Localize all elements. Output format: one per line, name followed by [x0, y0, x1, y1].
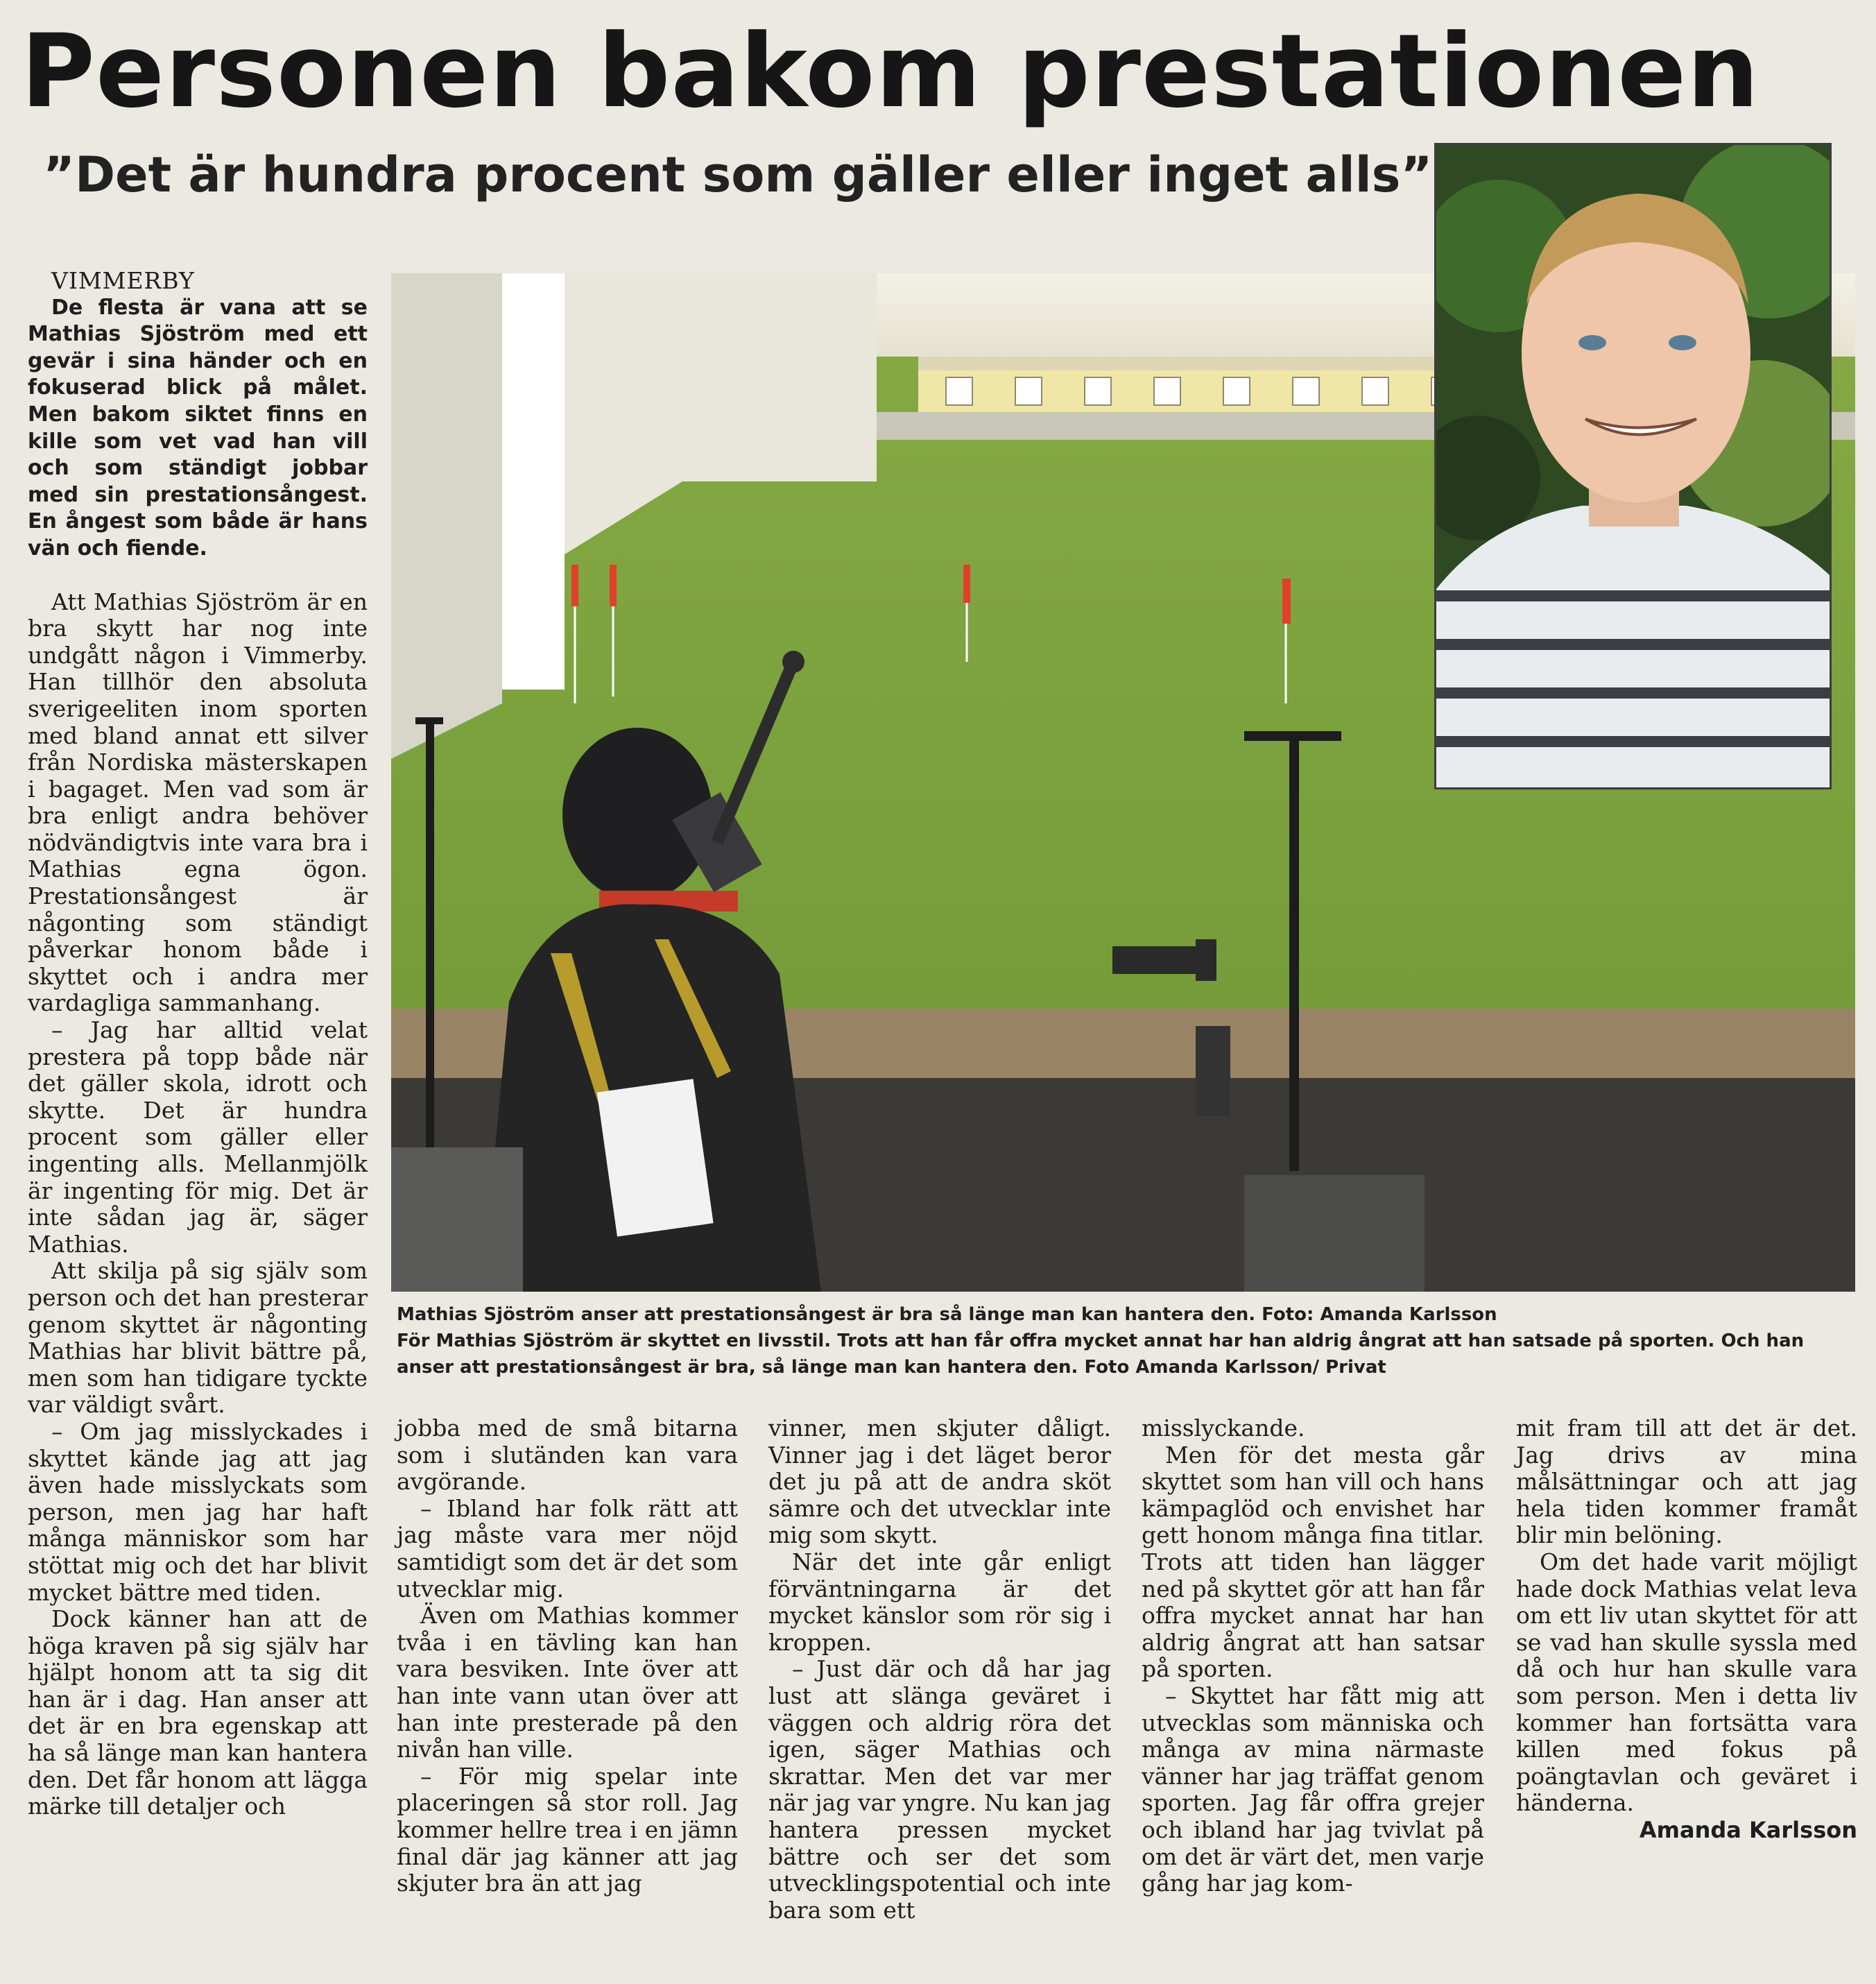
dateline: VIMMERBY	[51, 267, 195, 294]
headline: Personen bakom prestationen	[21, 12, 1760, 130]
text-column-left	[28, 268, 368, 1960]
body-paragraph: mit fram till att det är det. Jag drivs av mina målsättningar och att jag hela tiden kommer framåt blir min belöning.	[1516, 1414, 1857, 1549]
text-column-3	[768, 1415, 1111, 1963]
body-paragraph: – Jag har alltid velat prestera på topp både när det gäller skola, idrott och skytte. Det är hundra procent som gäller eller ingenting alls. Mellanmjölk är ingenting för mig. Det är inte sådan jag är, säger Mathias.	[28, 1016, 368, 1258]
portrait-photo	[1434, 143, 1832, 789]
byline: Amanda Karlsson	[1639, 1816, 1857, 1843]
text-column-4	[1142, 1415, 1484, 1963]
body-paragraph: jobba med de små bitarna som i slutänden kan vara avgörande.	[397, 1414, 738, 1496]
body-paragraph: Men för det mesta går skyttet som han vill och hans kämpaglöd och envishet har gett honom många fina titlar. Trots att tiden han lägger ned på skyttet gör att han får offra mycket annat har han aldrig ångrat att han satsar på sporten.	[1142, 1441, 1484, 1683]
subheadline-quote: ”Det är hundra procent som gäller eller inget alls”	[43, 146, 1433, 203]
body-paragraph: misslyckande.	[1142, 1414, 1305, 1442]
body-paragraph: vinner, men skjuter dåligt. Vinner jag i det läget beror det ju på att de andra sköt sämre och det utvecklar inte mig som skytt.	[768, 1414, 1111, 1549]
body-paragraph: – Skyttet har fått mig att utvecklas som människa och många av mina närmaste vänner har jag träffat genom sporten. Jag får offra grejer och ibland har jag tvivlat på om det är värt det, men varje gång har jag kom-	[1142, 1682, 1484, 1897]
body-paragraph: Att Mathias Sjöström är en bra skytt har nog inte undgått någon i Vimmerby. Han tillhör den absoluta sverigeeliten inom sporten med bland annat ett silver från Nordiska mästerskapen i bagaget. Men vad som är bra enligt andra behöver nödvändigtvis inte vara bra i Mathias egna ögon. Prestationsångest är någonting som ständigt påverkar honom både i skyttet och i andra mer vardagliga sammanhang.	[28, 588, 368, 1017]
text-column-5	[1516, 1415, 1857, 1963]
body-paragraph: – För mig spelar inte placeringen så stor roll. Jag kommer hellre trea i en jämn final där jag känner att jag skjuter bra än att jag	[397, 1762, 738, 1897]
body-paragraph: När det inte går enligt förväntningarna är det mycket känslor som rör sig i kroppen.	[768, 1548, 1111, 1656]
caption-line: Mathias Sjöström anser att prestationsångest är bra så länge man kan hantera den. Foto: Amanda Karlsson	[397, 1304, 1497, 1325]
body-paragraph: Dock känner han att de höga kraven på sig själv har hjälpt honom att ta sig dit han är i dag. Han anser att det är en bra egenskap att ha så länge man kan hantera den. Det får honom att lägga märke till detaljer och	[28, 1605, 368, 1820]
body-paragraph: – Om jag misslyckades i skyttet kände jag att jag även hade misslyckats som person, men jag har haft många människor som har stöttat mig och det har blivit mycket bättre med tiden.	[28, 1417, 368, 1606]
body-paragraph: – Ibland har folk rätt att jag måste vara mer nöjd samtidigt som det är det som utvecklar mig.	[397, 1494, 738, 1602]
body-paragraph: Även om Mathias kommer tvåa i en tävling kan han vara besviken. Inte över att han inte vann utan över att han inte presterade på den nivån han ville.	[397, 1602, 738, 1763]
caption-line: För Mathias Sjöström är skyttet en livsstil. Trots att han får offra mycket annat har han aldrig ångrat att han satsade på sporten. Och han anser att prestationsångest är bra, så länge man kan hantera den. Foto Amanda Karlsson/ Privat	[397, 1331, 1805, 1378]
photo-caption	[397, 1301, 1857, 1405]
lead-paragraph: De flesta är vana att se Mathias Sjöström med ett gevär i sina händer och en fokuserad blick på målet. Men bakom siktet finns en kille som vet vad han vill och som ständigt jobbar med sin prestationsångest. En ångest som både är hans vän och fiende.	[28, 295, 368, 561]
body-paragraph: Om det hade varit möjligt hade dock Mathias velat leva om ett liv utan skyttet för att se vad han skulle syssla med då och hur han skulle vara som person. Men i detta liv kommer han fortsätta vara killen med fokus på poängtavlan och geväret i händerna.	[1516, 1548, 1857, 1817]
body-paragraph: Att skilja på sig själv som person och det han presterar genom skyttet är någonting Mathias har blivit bättre på, men som han tidigare tyckte var väldigt svårt.	[28, 1257, 368, 1419]
body-paragraph: – Just där och då har jag lust att slänga geväret i väggen och aldrig röra det igen, säger Mathias och skrattar. Men det var mer när jag var yngre. Nu kan jag hantera pressen mycket bättre och ser det som utvecklingspotential och inte bara som ett	[768, 1655, 1111, 1924]
text-column-2	[397, 1415, 738, 1963]
